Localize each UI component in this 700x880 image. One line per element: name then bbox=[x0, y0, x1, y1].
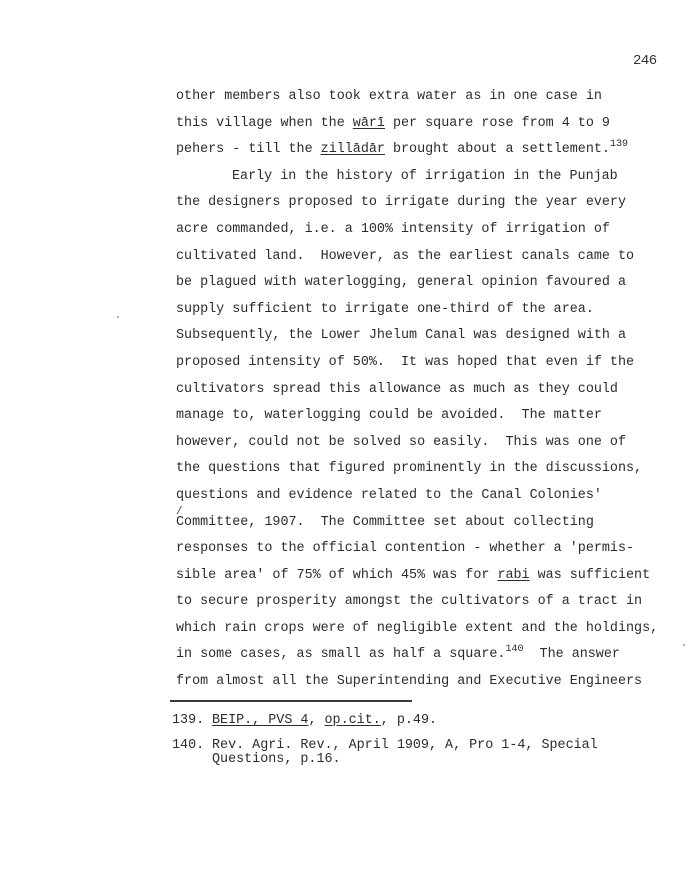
text-span: per square rose from 4 to 9 bbox=[384, 115, 610, 131]
footnote-text-continued: Questions, p.16. bbox=[212, 752, 341, 767]
text-line: acre commanded, i.e. a 100% intensity of irrigation of bbox=[176, 221, 610, 237]
term-zilladar: zillādār bbox=[320, 142, 385, 158]
text-span: this village when the bbox=[176, 115, 353, 131]
text-line: the questions that figured prominently in the discussions, bbox=[176, 461, 643, 477]
footnotes bbox=[172, 712, 672, 767]
text-line: the designers proposed to irrigate during the year every bbox=[176, 195, 626, 211]
footnote-source: BEIP., PVS 4 bbox=[212, 713, 309, 728]
footnote-separator bbox=[170, 700, 412, 702]
body-text bbox=[176, 84, 676, 696]
term-rabi: rabi bbox=[497, 567, 530, 583]
footnote-text: Rev. Agri. Rev., April 1909, A, Pro 1-4, Special bbox=[212, 738, 598, 753]
text-line: proposed intensity of 50%. It was hoped that even if the bbox=[176, 354, 635, 370]
footnote-ref-139: 139 bbox=[609, 139, 628, 151]
footnote-number: 139. bbox=[172, 713, 205, 728]
text-line: cultivated land. However, as the earliest canals came to bbox=[176, 248, 635, 264]
text-span: in some cases, as small as half a square. bbox=[176, 647, 506, 663]
text-line bbox=[176, 111, 676, 138]
text-line: from almost all the Superintending and Executive Engineers bbox=[176, 674, 643, 690]
text-span: , p.49. bbox=[380, 713, 438, 728]
text-line: however, could not be solved so easily. This was one of bbox=[176, 434, 626, 450]
text-line: other members also took extra water as in one case in bbox=[176, 89, 602, 104]
text-line bbox=[176, 137, 676, 164]
margin-speck bbox=[117, 316, 119, 318]
text-line: cultivators spread this allowance as much as they could bbox=[176, 381, 618, 397]
text-line: Subsequently, the Lower Jhelum Canal was designed with a bbox=[176, 328, 626, 344]
handwritten-mark: / bbox=[176, 506, 183, 518]
text-line: manage to, waterlogging could be avoided. The matter bbox=[176, 408, 602, 424]
page-number: 246 bbox=[633, 53, 657, 69]
text-span: brought about a settlement. bbox=[384, 142, 610, 158]
text-span: was sufficient bbox=[529, 567, 651, 583]
footnote-139 bbox=[172, 712, 672, 739]
footnote-140 bbox=[172, 739, 672, 767]
text-line: questions and evidence related to the Canal Colonies' bbox=[176, 487, 602, 503]
margin-speck bbox=[683, 644, 685, 646]
text-line: to secure prosperity amongst the cultivators of a tract in bbox=[176, 594, 643, 610]
text-span: sible area' of 75% of which 45% was for bbox=[176, 567, 498, 583]
text-span: pehers - till the bbox=[176, 142, 321, 158]
paragraph-start: Early in the history of irrigation in the Punjab bbox=[232, 168, 618, 184]
text-line: supply sufficient to irrigate one-third of the area. bbox=[176, 301, 594, 317]
footnote-number: 140. bbox=[172, 738, 205, 753]
text-line: be plagued with waterlogging, general opinion favoured a bbox=[176, 275, 626, 291]
text-line: which rain crops were of negligible extent and the holdings, bbox=[176, 620, 659, 636]
text-line bbox=[176, 642, 676, 669]
text-line: Committee, 1907. The Committee set about collecting bbox=[176, 514, 594, 530]
footnote-opcit: op.cit. bbox=[324, 713, 381, 728]
term-wari: wārī bbox=[352, 115, 385, 131]
text-span: The answer bbox=[523, 647, 620, 663]
text-line bbox=[176, 563, 676, 590]
footnote-ref-140: 140 bbox=[505, 644, 524, 656]
text-line: responses to the official contention - whether a 'permis- bbox=[176, 541, 635, 557]
text-span: , bbox=[308, 713, 325, 728]
